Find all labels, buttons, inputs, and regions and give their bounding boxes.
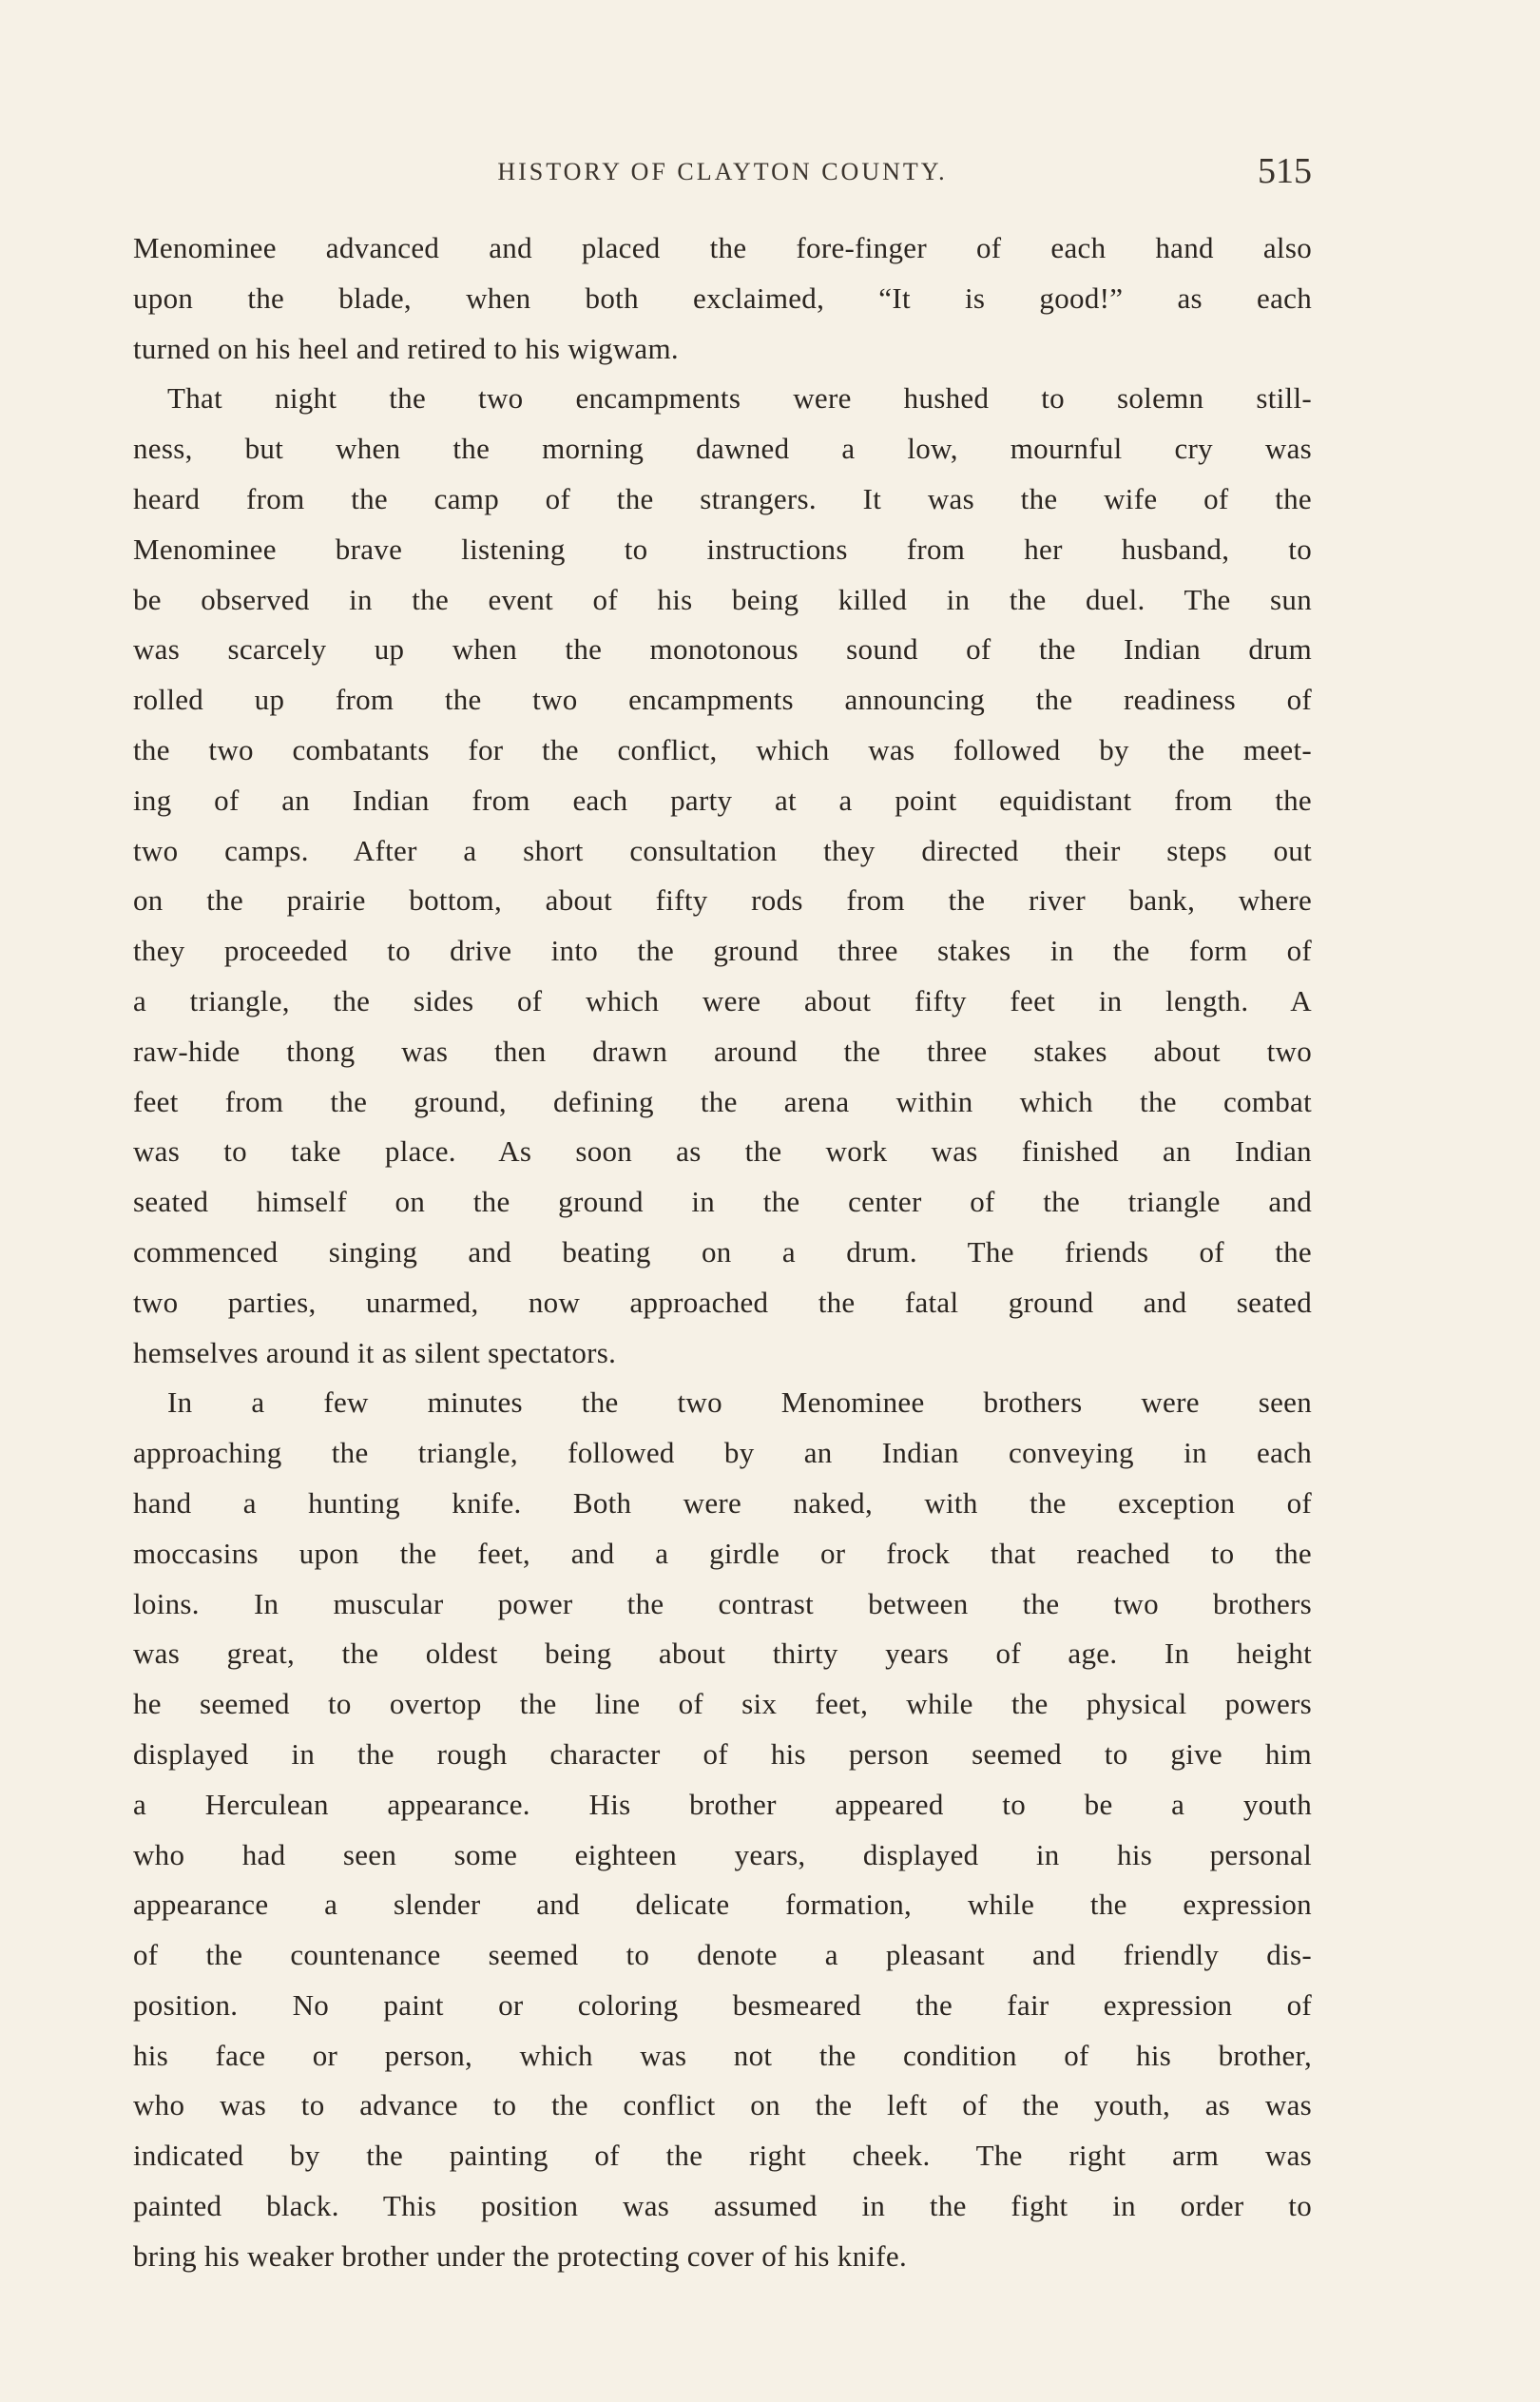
text-line: ing of an Indian from each party at a point equidistant from the (133, 783, 1312, 817)
text-line: hand a hunting knife. Both were naked, with the exception of (133, 1485, 1312, 1520)
text-line: seated himself on the ground in the center of the triangle and (133, 1185, 1312, 1219)
running-title: HISTORY OF CLAYTON COUNTY. (497, 158, 948, 185)
text-line: indicated by the painting of the right cheek. The right arm was (133, 2139, 1312, 2173)
text-line: loins. In muscular power the contrast between the two brothers (133, 1586, 1312, 1620)
text-line: hemselves around it as silent spectators. (133, 1335, 617, 1369)
text-line: commenced singing and beating on a drum. The friends of the (133, 1234, 1312, 1269)
text-line: a triangle, the sides of which were about fifty feet in length. A (133, 983, 1312, 1017)
text-line: be observed in the event of his being killed in the duel. The sun (133, 582, 1312, 616)
text-line: Menominee advanced and placed the fore-finger of each hand also (133, 231, 1312, 264)
text-line: Menominee brave listening to instructions from her husband, to (133, 532, 1312, 566)
text-line: moccasins upon the feet, and a girdle or frock that reached to the (133, 1536, 1312, 1570)
text-line: who was to advance to the conflict on the left of the youth, as was (133, 2088, 1312, 2122)
text-line: upon the blade, when both exclaimed, “It is good!” as each (133, 281, 1312, 315)
text-line: displayed in the rough character of his person seemed to give him (133, 1736, 1312, 1771)
text-line: In a few minutes the two Menominee brothers were seen (167, 1385, 1312, 1420)
running-head (133, 150, 1312, 198)
text-line: That night the two encampments were hushed to solemn still- (167, 381, 1312, 416)
text-line: who had seen some eighteen years, displayed in his personal (133, 1837, 1312, 1871)
text-line: appearance a slender and delicate formation, while the expression (133, 1888, 1312, 1922)
text-line: his face or person, which was not the condition of his brother, (133, 2038, 1312, 2072)
body-text (133, 223, 1312, 2282)
text-line: bring his weaker brother under the protecting cover of his knife. (133, 2238, 908, 2273)
text-line: turned on his heel and retired to his wigwam. (133, 331, 679, 365)
text-line: the two combatants for the conflict, which was followed by the meet- (133, 732, 1312, 766)
page-number: 515 (1258, 151, 1312, 191)
text-line: ness, but when the morning dawned a low, mournful cry was (133, 432, 1312, 466)
text-line: raw-hide thong was then drawn around the three stakes about two (133, 1034, 1312, 1068)
text-line: was to take place. As soon as the work was finished an Indian (133, 1134, 1312, 1169)
text-line: of the countenance seemed to denote a pleasant and friendly dis- (133, 1938, 1312, 1972)
text-line: position. No paint or coloring besmeared the fair expression of (133, 1987, 1312, 2022)
text-line: heard from the camp of the strangers. It was the wife of the (133, 481, 1312, 515)
text-line: they proceeded to drive into the ground three stakes in the form of (133, 934, 1312, 968)
text-line: painted black. This position was assumed in the fight in order to (133, 2189, 1312, 2223)
text-line: he seemed to overtop the line of six feet, while the physical powers (133, 1687, 1312, 1721)
text-line: on the prairie bottom, about fifty rods from the river bank, where (133, 883, 1312, 918)
text-line: feet from the ground, defining the arena within which the combat (133, 1084, 1312, 1118)
text-line: a Herculean appearance. His brother appeared to be a youth (133, 1787, 1312, 1821)
text-line: was scarcely up when the monotonous sound of the Indian drum (133, 632, 1312, 667)
text-line: two camps. After a short consultation they directed their steps out (133, 833, 1312, 867)
text-line: rolled up from the two encampments announcing the readiness of (133, 683, 1312, 717)
text-line: two parties, unarmed, now approached the fatal ground and seated (133, 1285, 1312, 1319)
text-line: approaching the triangle, followed by an Indian conveying in each (133, 1436, 1312, 1470)
text-line: was great, the oldest being about thirty years of age. In height (133, 1637, 1312, 1671)
